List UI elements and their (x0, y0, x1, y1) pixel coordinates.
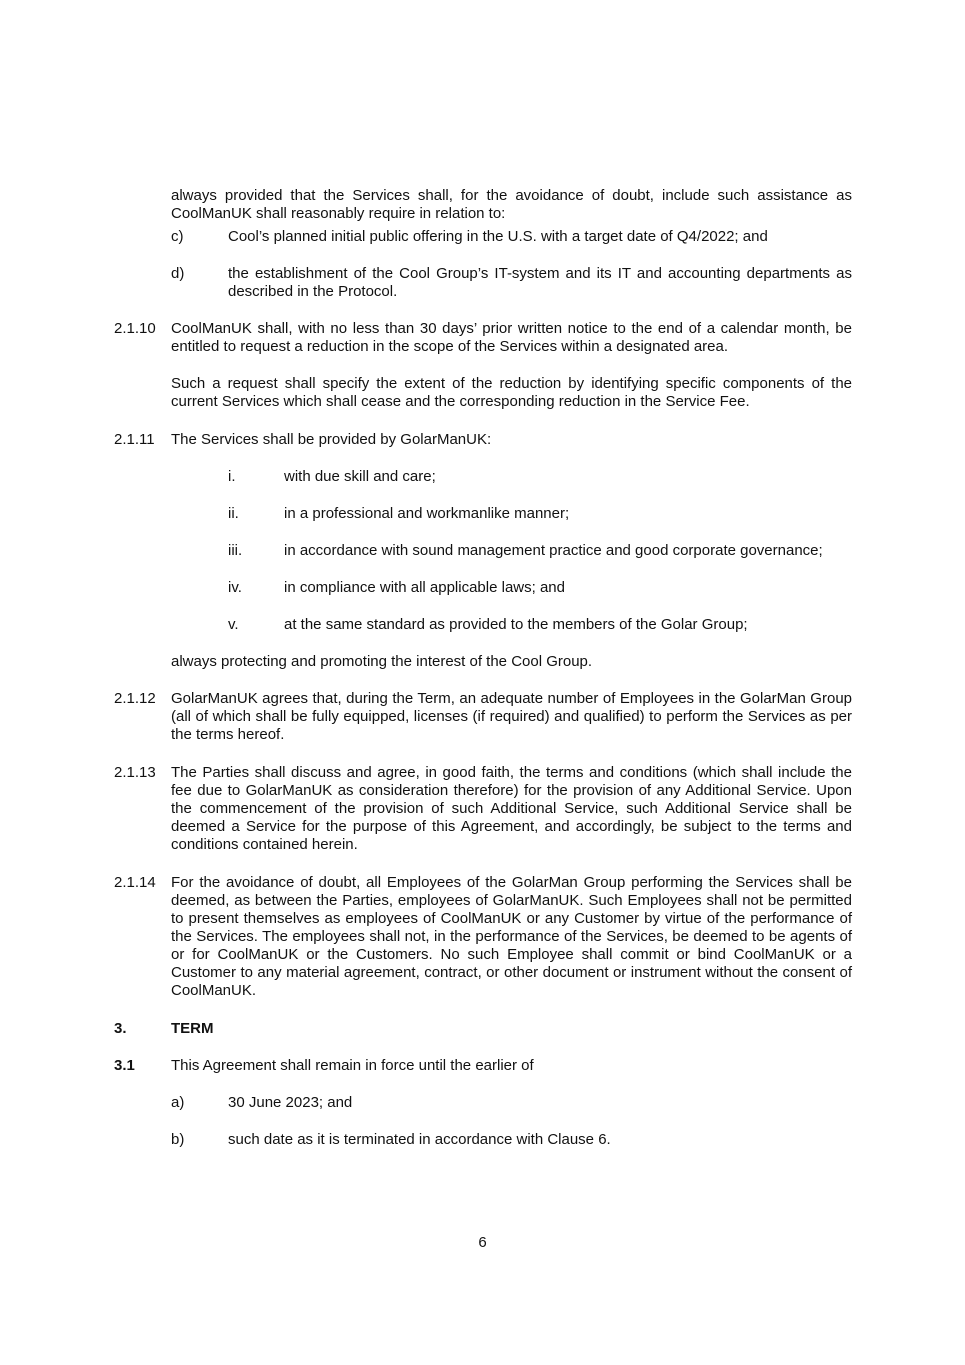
page-number: 6 (478, 1234, 487, 1251)
clause-3-1-item-b-text: such date as it is terminated in accordance with Clause 6. (228, 1131, 611, 1148)
list-item-v-text: at the same standard as provided to the members of the Golar Group; (284, 616, 748, 633)
list-item-v-label: v. (228, 616, 239, 633)
list-item-ii-label: ii. (228, 505, 239, 522)
intro-item-c-text: Cool’s planned initial public offering in the U.S. with a target date of Q4/2022; and (228, 228, 768, 245)
section-3-title: TERM (171, 1020, 214, 1037)
clause-2-1-10-text2: Such a request shall specify the extent of the reduction by identifying specific components of the current Services which shall cease and the corresponding reduction in the Service Fee. (171, 375, 852, 410)
clause-2-1-14-text: For the avoidance of doubt, all Employees of the GolarMan Group performing the Services shall be deemed, as between the Parties, employees of GolarManUK. Such Employees shall not be permitted to present themselves as employees of CoolManUK or any Customer by virtue of the performance of the Services. The employees shall not, in the performance of the Services, be deemed to be agents of or for CoolManUK or the Customers. No such Employee shall commit or bind CoolManUK or a Customer to any material agreement, contract, or other document or instrument without the consent of CoolManUK. (171, 874, 852, 999)
clause-3-1-number: 3.1 (114, 1057, 135, 1074)
clause-3-1-item-a-text: 30 June 2023; and (228, 1094, 353, 1111)
clause-2-1-10-number: 2.1.10 (114, 320, 156, 337)
list-item-i-label: i. (228, 468, 236, 485)
section-3-number: 3. (114, 1020, 127, 1037)
clause-3-1-item-a-label: a) (171, 1094, 185, 1111)
clause-2-1-11-number: 2.1.11 (114, 431, 155, 448)
intro-item-d-text: the establishment of the Cool Group’s IT-system and its IT and accounting departments as described in the Protocol. (228, 265, 852, 300)
intro-item-d-label: d) (171, 265, 185, 282)
clause-2-1-11-closing: always protecting and promoting the interest of the Cool Group. (171, 653, 593, 670)
clause-2-1-14-number: 2.1.14 (114, 874, 156, 891)
list-item-iii-text: in accordance with sound management practice and good corporate governance; (284, 542, 823, 559)
intro-item-c-label: c) (171, 228, 184, 245)
intro-paragraph: always provided that the Services shall, for the avoidance of doubt, include such assistance as CoolManUK shall reasonably require in relation to: (171, 187, 852, 222)
clause-2-1-13-text: The Parties shall discuss and agree, in good faith, the terms and conditions (which shall include the fee due to GolarManUK as consideration therefore) for the provision of any Additional Service. Upon the commencement of the provision of such Additional Service, such Additional Service shall be deemed a Service for the purpose of this Agreement, and accordingly, be subject to the terms and conditions contained herein. (171, 764, 852, 853)
list-item-iv-label: iv. (228, 579, 242, 596)
clause-2-1-10-text: CoolManUK shall, with no less than 30 days’ prior written notice to the end of a calendar month, be entitled to request a reduction in the scope of the Services within a designated area. (171, 320, 852, 355)
clause-3-1-item-b-label: b) (171, 1131, 185, 1148)
clause-2-1-13-number: 2.1.13 (114, 764, 156, 781)
list-item-iv-text: in compliance with all applicable laws; and (284, 579, 565, 596)
list-item-ii-text: in a professional and workmanlike manner; (284, 505, 570, 522)
list-item-iii-label: iii. (228, 542, 243, 559)
clause-2-1-11-text: The Services shall be provided by GolarManUK: (171, 431, 492, 448)
clause-2-1-12-text: GolarManUK agrees that, during the Term, an adequate number of Employees in the GolarMan Group (all of which shall be fully equipped, licenses (if required) and qualified) to perform the Services as per the terms hereof. (171, 690, 852, 743)
clause-3-1-text: This Agreement shall remain in force until the earlier of (171, 1057, 534, 1074)
clause-2-1-12-number: 2.1.12 (114, 690, 156, 707)
list-item-i-text: with due skill and care; (284, 468, 436, 485)
